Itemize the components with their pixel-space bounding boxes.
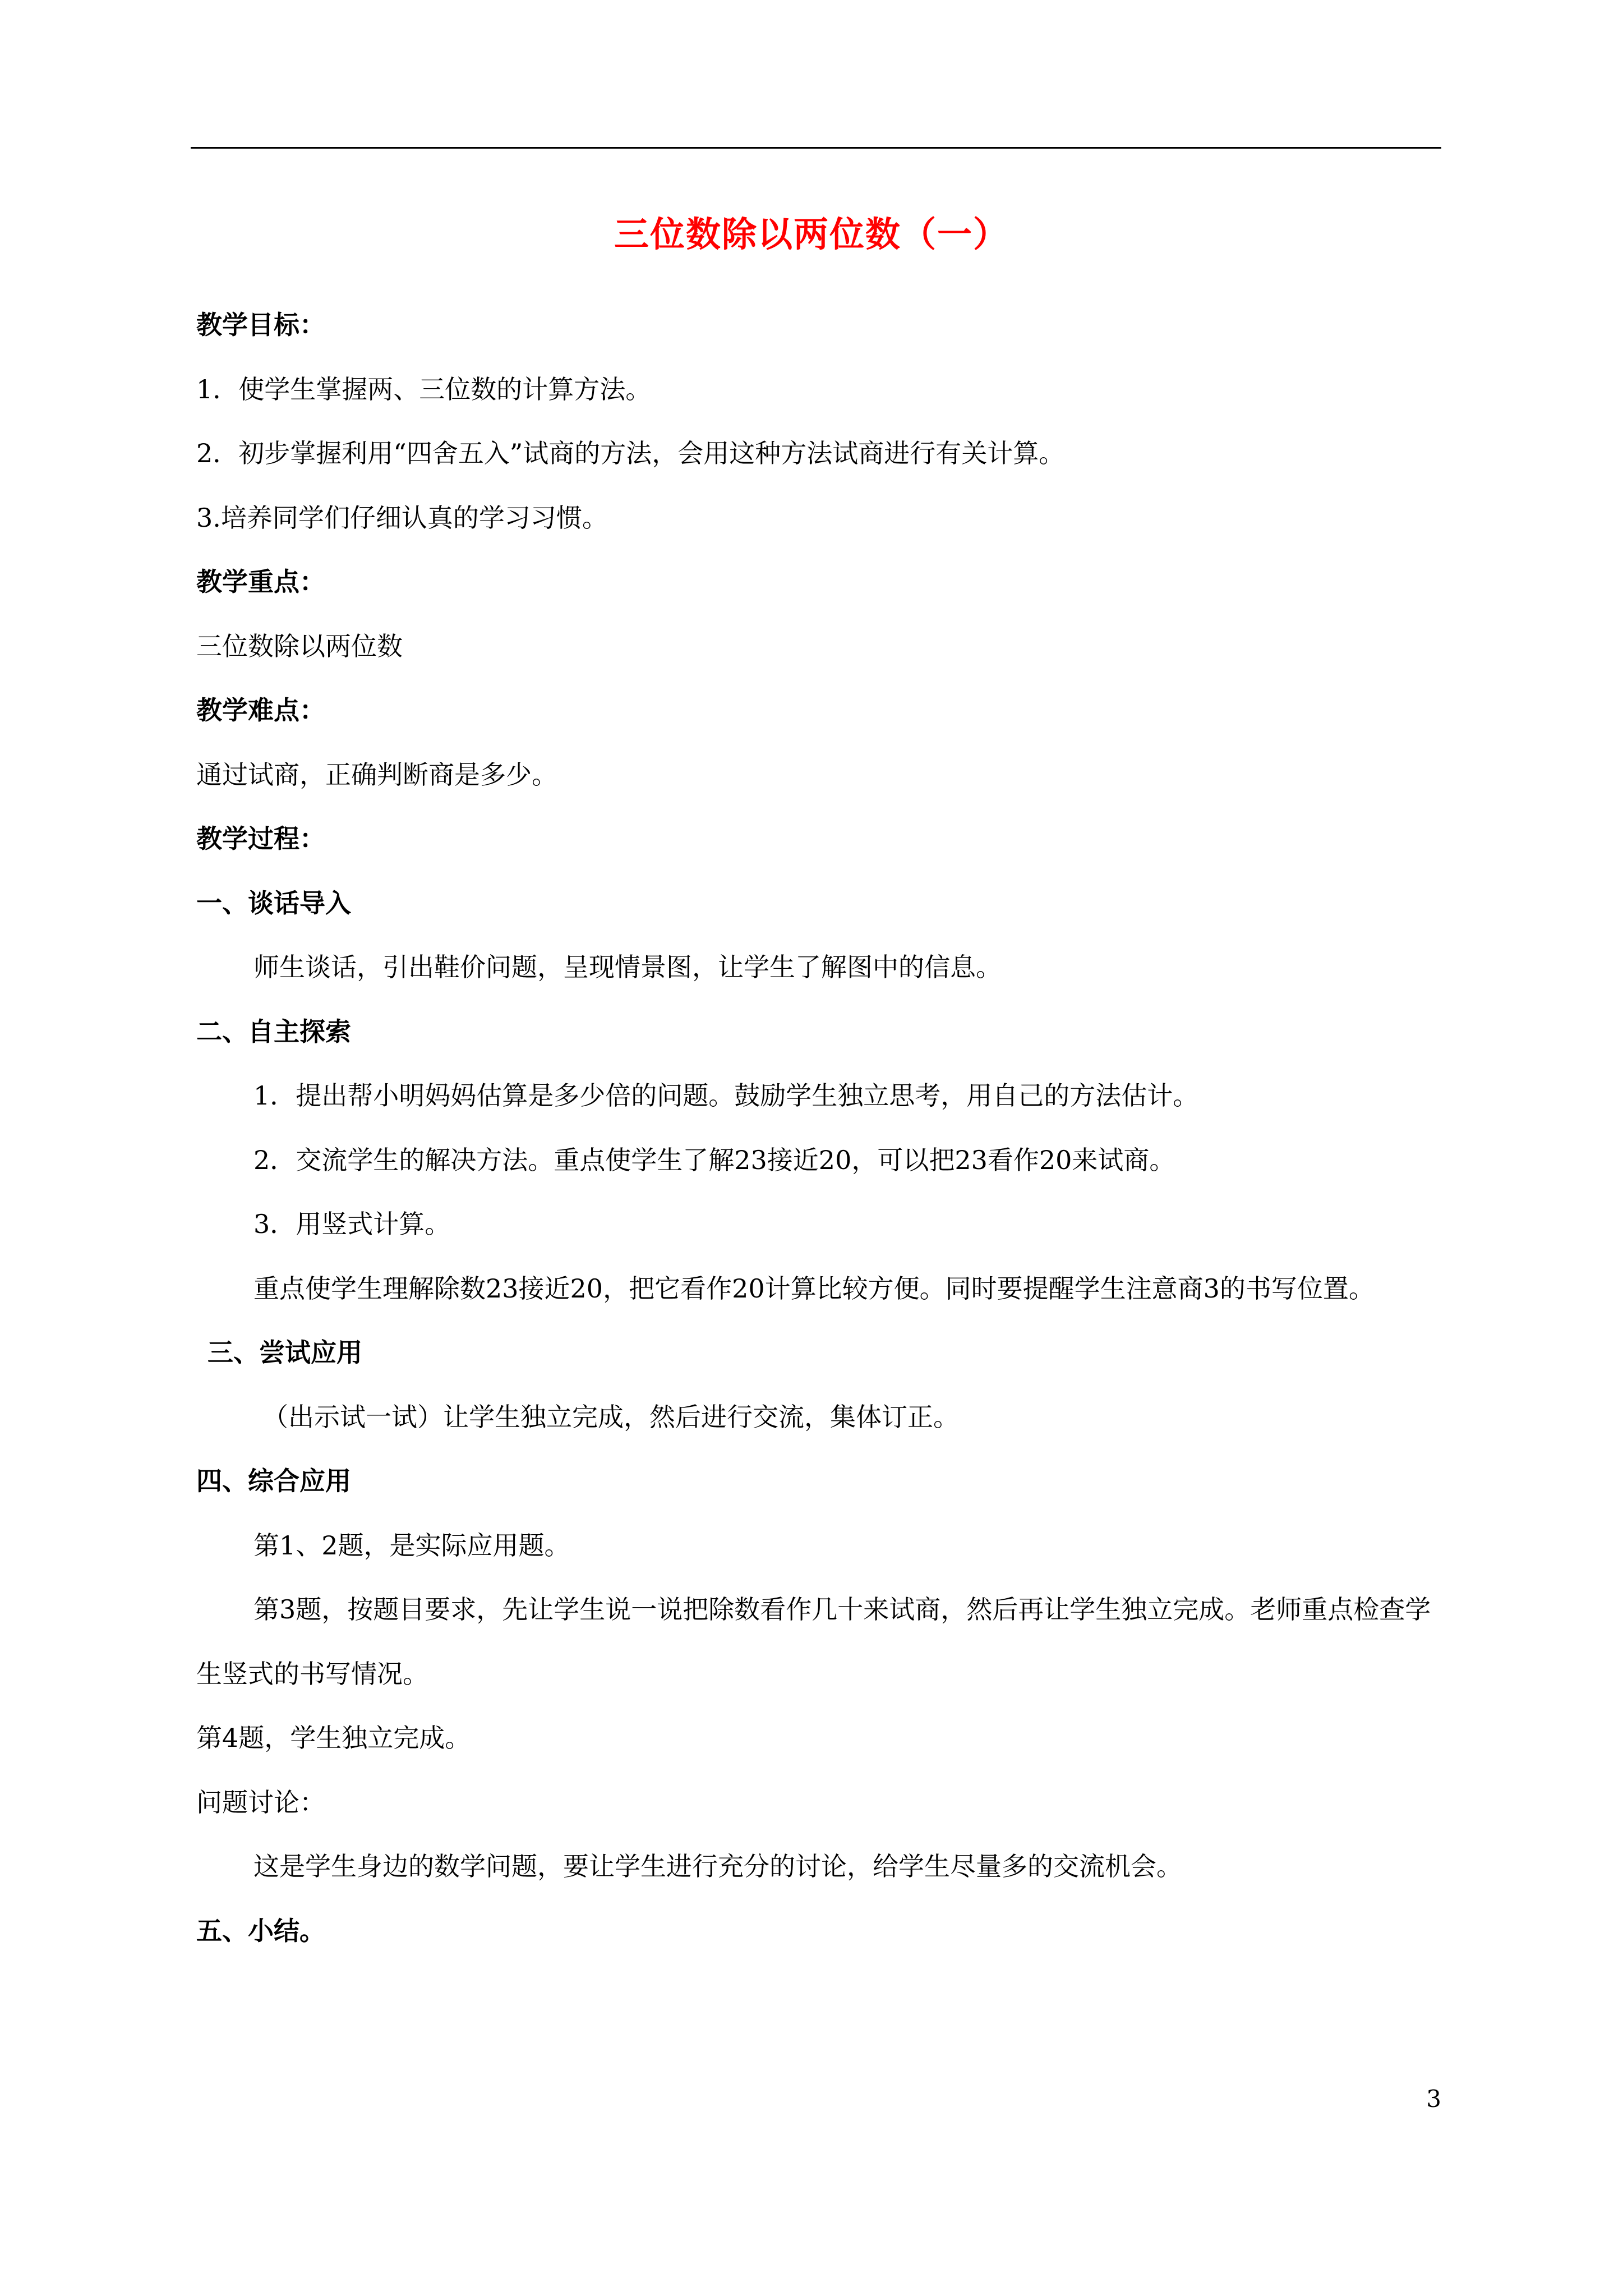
subsection-heading: 五、小结。 <box>196 1915 325 1946</box>
paragraph: 这是学生身边的数学问题，要让学生进行充分的讨论，给学生尽量多的交流机会。 <box>253 1851 1182 1881</box>
document-body <box>196 293 1441 1963</box>
paragraph: 第1、2题，是实际应用题。 <box>253 1530 570 1561</box>
objective-item: 3.培养同学们仔细认真的学习习惯。 <box>196 502 608 533</box>
header-rule <box>191 147 1441 149</box>
section-heading-process: 教学过程： <box>196 823 325 854</box>
paragraph: （出示试一试）让学生独立完成，然后进行交流，集体订正。 <box>262 1401 959 1432</box>
subsection-heading: 二、自主探索 <box>196 1016 351 1047</box>
subsection-heading: 一、谈话导入 <box>196 887 351 918</box>
subsection-heading: 四、综合应用 <box>196 1466 351 1496</box>
section-heading-difficulties: 教学难点： <box>196 695 325 725</box>
section-heading-key-points: 教学重点： <box>196 567 325 597</box>
paragraph: 重点使学生理解除数23接近20，把它看作20计算比较方便。同时要提醒学生注意商3的书写位置。 <box>253 1273 1375 1304</box>
paragraph: 第4题，学生独立完成。 <box>196 1723 471 1753</box>
document-title: 三位数除以两位数（一） <box>614 214 1009 255</box>
objective-item: 1．使学生掌握两、三位数的计算方法。 <box>196 374 652 404</box>
paragraph: 通过试商，正确判断商是多少。 <box>196 759 557 790</box>
subsection-heading: 三、尝试应用 <box>208 1337 362 1368</box>
objective-item: 2．初步掌握利用“四舍五入”试商的方法，会用这种方法试商进行有关计算。 <box>196 438 1065 468</box>
paragraph: 第3题，按题目要求，先让学生说一说把除数看作几十来试商，然后再让学生独立完成。老师重点检查学生竖式的书写情况。 <box>196 1594 1431 1689</box>
paragraph: 3．用竖式计算。 <box>253 1209 451 1239</box>
paragraph: 2．交流学生的解决方法。重点使学生了解23接近20，可以把23看作20来试商。 <box>253 1144 1175 1175</box>
paragraph: 三位数除以两位数 <box>196 631 403 661</box>
section-heading-objectives: 教学目标： <box>196 310 325 340</box>
paragraph: 问题讨论： <box>196 1787 325 1818</box>
page-number: 3 <box>1426 2085 1441 2113</box>
paragraph: 师生谈话，引出鞋价问题，呈现情景图，让学生了解图中的信息。 <box>253 952 1002 982</box>
paragraph: 1．提出帮小明妈妈估算是多少倍的问题。鼓励学生独立思考，用自己的方法估计。 <box>253 1080 1199 1111</box>
